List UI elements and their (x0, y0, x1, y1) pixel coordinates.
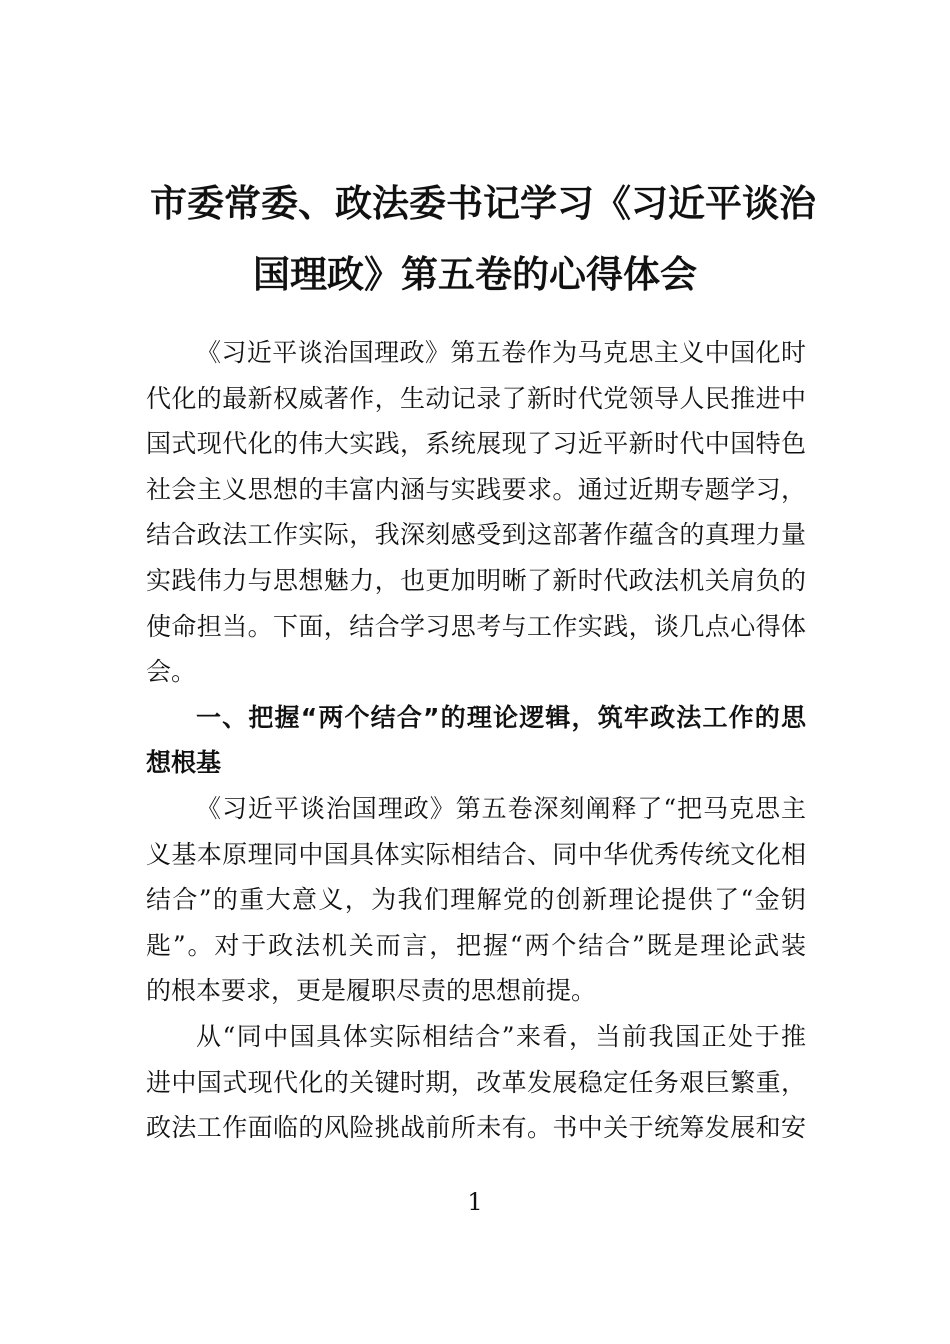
text-line: 政法工作面临的风险挑战前所未有。书中关于统筹发展和安 (146, 1113, 806, 1143)
text-line: 实践伟力与思想魅力，也更加明晰了新时代政法机关肩负的 (146, 565, 806, 595)
title-line-2: 国理政》第五卷的心得体会 (253, 253, 697, 296)
text-line: 《习近平谈治国理政》第五卷作为马克思主义中国化时 (196, 338, 806, 367)
page-number: 1 (467, 1188, 483, 1216)
paragraph (146, 1014, 806, 1151)
text-line: 义基本原理同中国具体实际相结合、同中华优秀传统文化相 (146, 839, 806, 869)
text-line: 代化的最新权威著作，生动记录了新时代党领导人民推进中 (146, 383, 806, 413)
text-line: 结合”的重大意义，为我们理解党的创新理论提供了“金钥 (146, 885, 806, 915)
text-line: 会。 (146, 657, 197, 687)
text-line: 国式现代化的伟大实践，系统展现了习近平新时代中国特色 (146, 429, 806, 459)
text-line: 的根本要求，更是履职尽责的思想前提。 (146, 976, 597, 1006)
paragraph (146, 786, 806, 1014)
text-line: 进中国式现代化的关键时期，改革发展稳定任务艰巨繁重， (146, 1067, 806, 1097)
text-line: 匙”。对于政法机关而言，把握“两个结合”既是理论武装 (146, 930, 806, 960)
paragraph (146, 330, 806, 695)
text-line: 想根基 (146, 748, 222, 778)
title-line-1: 市委常委、政法委书记学习《习近平谈治 (150, 182, 816, 225)
document-body (146, 330, 806, 1151)
text-line: 社会主义思想的丰富内涵与实践要求。通过近期专题学习， (146, 474, 806, 504)
text-line: 结合政法工作实际，我深刻感受到这部著作蕴含的真理力量 (146, 520, 806, 550)
text-line: 从“同中国具体实际相结合”来看，当前我国正处于推 (196, 1021, 806, 1051)
text-line: 一、把握“两个结合”的理论逻辑，筑牢政法工作的思 (196, 702, 806, 732)
text-line: 《习近平谈治国理政》第五卷深刻阐释了“把马克思主 (196, 793, 806, 823)
text-line: 使命担当。下面，结合学习思考与工作实践，谈几点心得体 (146, 611, 806, 641)
document-title (150, 168, 816, 310)
section-heading (146, 695, 806, 786)
